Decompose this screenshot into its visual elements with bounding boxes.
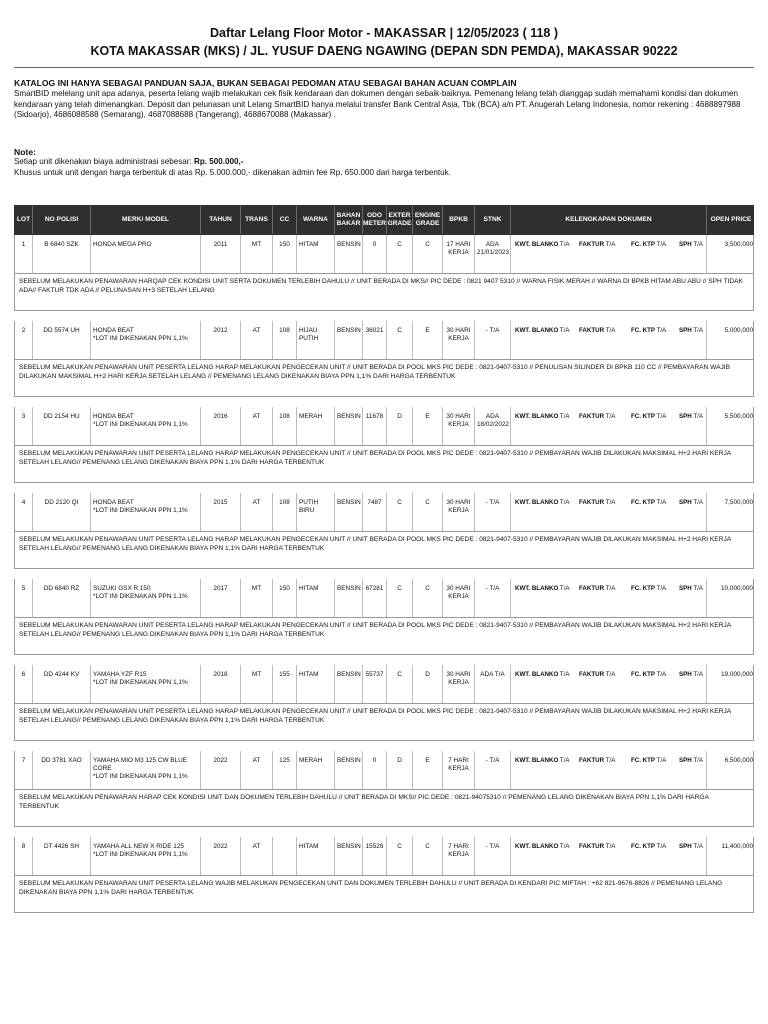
cell-no-polisi: DD 6840 RZ	[33, 579, 91, 617]
doc-ktp-label: FC. KTP	[631, 842, 656, 850]
cell-open-price: 19,000,000	[721, 670, 753, 678]
doc-faktur-status: T/A	[605, 670, 616, 678]
cell-bpkb: 7 HARI KERJA	[443, 837, 475, 875]
doc-faktur-label: FAKTUR	[579, 670, 605, 678]
cell-open-price: 3,500,000	[724, 240, 753, 248]
note-admin-fee-text: Setiap unit dikenakan biaya administrasi sebesar:	[14, 156, 194, 166]
lot-list	[14, 235, 754, 923]
cell-bahan-bakar: BENSIN	[335, 235, 363, 273]
cell-lot-number: 7	[15, 751, 33, 789]
doc-ktp-status: T/A	[656, 326, 667, 334]
cell-odometer: 36021	[363, 321, 387, 359]
cell-no-polisi: DD 4244 KV	[33, 665, 91, 703]
doc-faktur	[579, 499, 631, 531]
cell-stnk: ADA 18/02/2022	[475, 407, 511, 445]
cell-bahan-bakar: BENSIN	[335, 493, 363, 531]
doc-kwt-status: T/A	[559, 326, 570, 334]
doc-faktur	[579, 585, 631, 617]
col-header-stnk: STNK	[475, 206, 511, 234]
cell-trans: AT	[241, 407, 273, 445]
col-header-bahan-bakar: BAHAN BAKAR	[335, 206, 363, 234]
cell-exter-grade: C	[387, 493, 413, 531]
lot-spacer	[14, 655, 754, 665]
note-admin-fee-amount: Rp. 500.000,-	[193, 156, 244, 166]
cell-bpkb: 30 HARI KERJA	[443, 579, 475, 617]
doc-sph-status: T/A	[693, 326, 703, 334]
cell-no-polisi: DD 2120 QI	[33, 493, 91, 531]
cell-odometer: 67281	[363, 579, 387, 617]
cell-lot-number: 6	[15, 665, 33, 703]
lot-spacer	[14, 741, 754, 751]
cell-merk-model: YAMAHA YZF R15 *LOT INI DIKENAKAN PPN 1,1%	[91, 665, 201, 703]
doc-ktp-label: FC. KTP	[631, 584, 656, 592]
cell-cc: 150	[273, 579, 297, 617]
doc-ktp	[631, 241, 679, 273]
table-row	[14, 493, 754, 531]
cell-odometer: 0	[363, 235, 387, 273]
doc-sph-status: T/A	[693, 670, 703, 678]
cell-kelengkapan-dokumen	[511, 407, 707, 445]
cell-bpkb: 30 HARI KERJA	[443, 321, 475, 359]
cell-tahun: 2018	[201, 665, 241, 703]
doc-kwt	[515, 413, 579, 445]
page-title: Daftar Lelang Floor Motor - MAKASSAR | 12/05/2023 ( 118 )	[209, 26, 559, 40]
doc-kwt	[515, 585, 579, 617]
col-header-odometer: ODO METER	[363, 206, 387, 234]
cell-tahun: 2017	[201, 579, 241, 617]
doc-sph-label: SPH	[679, 498, 692, 506]
doc-kwt-label: KWT. BLANKO	[515, 498, 559, 506]
cell-lot-number: 5	[15, 579, 33, 617]
cell-bahan-bakar: BENSIN	[335, 321, 363, 359]
lot-spacer	[14, 913, 754, 923]
doc-faktur-status: T/A	[605, 756, 616, 764]
doc-faktur-label: FAKTUR	[579, 498, 605, 506]
cell-warna: MERAH	[297, 751, 335, 789]
doc-kwt-status: T/A	[559, 670, 570, 678]
cell-warna: HITAM	[297, 837, 335, 875]
doc-ktp-status: T/A	[656, 756, 667, 764]
doc-faktur	[579, 241, 631, 273]
doc-kwt	[515, 757, 579, 789]
doc-kwt-label: KWT. BLANKO	[515, 584, 559, 592]
note-admin-fee	[14, 157, 754, 168]
cell-open-price: 6,500,000	[724, 756, 753, 764]
cell-merk-model: SUZUKI GSX R 150 *LOT INI DIKENAKAN PPN 1,1%	[91, 579, 201, 617]
doc-faktur	[579, 843, 631, 875]
cell-cc: 150	[273, 235, 297, 273]
doc-faktur-status: T/A	[605, 842, 616, 850]
cell-bpkb: 30 HARI KERJA	[443, 407, 475, 445]
lot-spacer	[14, 311, 754, 321]
cell-stnk: - T/A	[475, 579, 511, 617]
cell-exter-grade: C	[387, 579, 413, 617]
cell-exter-grade: D	[387, 751, 413, 789]
cell-stnk: - T/A	[475, 493, 511, 531]
lot-spacer	[14, 483, 754, 493]
table-row	[14, 579, 754, 617]
table-row	[14, 837, 754, 875]
doc-ktp-status: T/A	[656, 240, 667, 248]
lot-item	[14, 407, 754, 493]
doc-sph-label: SPH	[679, 412, 692, 420]
cell-warna: HIJAU PUTIH	[297, 321, 335, 359]
cell-bpkb: 30 HARI KERJA	[443, 493, 475, 531]
cell-odometer: 11678	[363, 407, 387, 445]
cell-warna: MERAH	[297, 407, 335, 445]
col-header-merk-model: MERK/ MODEL	[91, 206, 201, 234]
cell-no-polisi: DD 3781 XAO	[33, 751, 91, 789]
cell-trans: MT	[241, 235, 273, 273]
doc-ktp-status: T/A	[656, 498, 667, 506]
cell-lot-number: 3	[15, 407, 33, 445]
cell-merk-model: HONDA MEGA PRO	[91, 235, 201, 273]
cell-warna: HITAM	[297, 235, 335, 273]
doc-kwt	[515, 241, 579, 273]
doc-sph-label: SPH	[679, 240, 692, 248]
cell-odometer: 15526	[363, 837, 387, 875]
doc-kwt-status: T/A	[559, 842, 570, 850]
doc-kwt	[515, 671, 579, 703]
col-header-tahun: TAHUN	[201, 206, 241, 234]
lot-spacer	[14, 397, 754, 407]
cell-open-price: 11,400,000	[721, 842, 753, 850]
cell-warna: PUTIH BIRU	[297, 493, 335, 531]
table-row	[14, 665, 754, 703]
doc-faktur	[579, 671, 631, 703]
cell-engine-grade: E	[413, 321, 443, 359]
doc-kwt-label: KWT. BLANKO	[515, 670, 559, 678]
doc-kwt-status: T/A	[559, 498, 570, 506]
doc-ktp	[631, 499, 679, 531]
doc-faktur-status: T/A	[605, 326, 616, 334]
note-special-fee: Khusus untuk unit dengan harga terbentuk di atas Rp. 5.000.000,- dikenakan admin fee Rp. 650.000 dari harga terbentuk.	[14, 167, 451, 177]
cell-trans: MT	[241, 665, 273, 703]
lot-item	[14, 493, 754, 579]
table-row	[14, 321, 754, 359]
lot-remark: SEBELUM MELAKUKAN PENAWARAN UNIT PESERTA LELANG WAJIB MELAKUKAN PENGECEKAN UNIT DAN DOKUMEN TERLEBIH DAHULU // UNIT BERADA DI KENDARI PIC MIFTAH : +62 821-9676-8826 // PEMENANG LELANG DIKENAKAN BIAYA PPN 1,1% DARI HARGA TERBENTUK	[14, 875, 754, 913]
cell-trans: AT	[241, 837, 273, 875]
lot-remark: SEBELUM MELAKUKAN PENAWARAN UNIT PESERTA LELANG HARAP MELAKUKAN PENGECEKAN UNIT // UNIT BERADA DI POOL MKS PIC DEDE : 0821-9407-5310 // PENULISAN SILINDER DI BPKB 110 CC // PEMBAYARAN WAJIB DILAKUKAN MAKSIMAL H+2 HARI KERJA SETELAH LELANG // PEMENANG LELANG DIKENAKAN BIAYA PPN 1,1% DARI HARGA TERBENTUK	[14, 359, 754, 397]
cell-lot-number: 4	[15, 493, 33, 531]
cell-stnk: - T/A	[475, 321, 511, 359]
cell-merk-model: HONDA BEAT *LOT INI DIKENAKAN PPN 1,1%	[91, 493, 201, 531]
cell-kelengkapan-dokumen	[511, 235, 707, 273]
cell-trans: AT	[241, 493, 273, 531]
doc-sph-label: SPH	[679, 842, 692, 850]
lot-remark: SEBELUM MELAKUKAN PENAWARAN UNIT PESERTA LELANG HARAP MELAKUKAN PENGECEKAN UNIT // UNIT BERADA DI POOL MKS PIC DEDE : 0821-9407-5310 // PEMBAYARAN WAJIB DILAKUKAN MAKSIMAL H+2 HARI KERJA SETELAH LELANG// PEMENANG LELANG DIKENAKAN BIAYA PPN 1,1% DARI HARGA TERBENTUK	[14, 617, 754, 655]
doc-sph-label: SPH	[679, 584, 692, 592]
cell-lot-number: 2	[15, 321, 33, 359]
cell-kelengkapan-dokumen	[511, 579, 707, 617]
cell-cc: 108	[273, 321, 297, 359]
cell-cc: 155	[273, 665, 297, 703]
doc-kwt-label: KWT. BLANKO	[515, 326, 559, 334]
col-header-no-polisi: NO POLISI	[33, 206, 91, 234]
doc-ktp-label: FC. KTP	[631, 670, 656, 678]
cell-no-polisi: DT 4426 SH	[33, 837, 91, 875]
doc-kwt-status: T/A	[559, 756, 570, 764]
cell-engine-grade: E	[413, 751, 443, 789]
cell-no-polisi: DD 2154 HU	[33, 407, 91, 445]
doc-faktur-label: FAKTUR	[579, 584, 605, 592]
doc-kwt	[515, 499, 579, 531]
auction-table	[14, 205, 754, 923]
cell-engine-grade: C	[413, 235, 443, 273]
lot-spacer	[14, 827, 754, 837]
table-row	[14, 751, 754, 789]
doc-faktur-label: FAKTUR	[579, 412, 605, 420]
doc-ktp-label: FC. KTP	[631, 412, 656, 420]
lot-item	[14, 837, 754, 923]
doc-sph-label: SPH	[679, 670, 692, 678]
doc-sph-status: T/A	[693, 756, 703, 764]
lot-remark: SEBELUM MELAKUKAN PENAWARAN HARQAP CEK KONDISI UNIT SERTA DOKUMEN TERLEBIH DAHULU // UNIT BERADA DI MKS// PIC DEDE : 0821 9407 5310 // WARNA FISIK MERAH // WARNA DI BPKB HITAM ABU ABU // SPH TIDAK ADA// FAKTUR TDK ADA // PELUNASAN H+3 SETELAH LELANG	[14, 273, 754, 311]
cell-engine-grade: C	[413, 837, 443, 875]
doc-faktur-label: FAKTUR	[579, 326, 605, 334]
doc-ktp-status: T/A	[656, 670, 667, 678]
doc-sph-status: T/A	[693, 240, 703, 248]
cell-lot-number: 8	[15, 837, 33, 875]
cell-trans: AT	[241, 321, 273, 359]
col-header-warna: WARNA	[297, 206, 335, 234]
cell-stnk: - T/A	[475, 837, 511, 875]
lot-item	[14, 751, 754, 837]
cell-merk-model: YAMAHA ALL NEW X RIDE 125 *LOT INI DIKENAKAN PPN 1,1%	[91, 837, 201, 875]
lot-item	[14, 321, 754, 407]
doc-faktur	[579, 327, 631, 359]
doc-ktp	[631, 585, 679, 617]
disclaimer-body: SmartBID melelang unit apa adanya, peserta lelang wajib melakukan cek fisik kendaraan dan dokumen dengan sebaik-baiknya. Pemenang lelang telah dianggap sudah memahami kondisi dan dokumen kendaraan yang telah dimenangkan. Deposit dan pelunasan unit Lelang SmartBID hanya melalui transfer Bank Central Asia, Tbk (BCA) a/n PT. Anugerah Lelang Indonesia, nomor rekening : 4688897988 (Sidoarjo), 4686088588 (Semarang), 4687088688 (Tangerang), 4688670088 (Makassar) .	[14, 89, 741, 120]
doc-ktp-status: T/A	[656, 412, 667, 420]
cell-engine-grade: C	[413, 579, 443, 617]
lot-remark: SEBELUM MELAKUKAN PENAWARAN HARAP CEK KONDISI UNIT DAN DOKUMEN TERLEBIH DAHULU // UNIT BERADA DI MKS// PIC DEDE : 0821-94075310 // PEMENANG LELANG DIKENAKAN BIAYA PPN 1,1% DARI HARGA TERBENTUK	[14, 789, 754, 827]
doc-ktp	[631, 671, 679, 703]
table-row	[14, 407, 754, 445]
cell-trans: MT	[241, 579, 273, 617]
doc-faktur-status: T/A	[605, 412, 616, 420]
cell-bpkb: 7 HARI KERJA	[443, 751, 475, 789]
catalog-page	[0, 26, 768, 1024]
doc-ktp-status: T/A	[656, 584, 667, 592]
cell-bahan-bakar: BENSIN	[335, 751, 363, 789]
doc-faktur-status: T/A	[605, 498, 616, 506]
doc-kwt-label: KWT. BLANKO	[515, 756, 559, 764]
cell-open-price: 10,000,000	[721, 584, 753, 592]
col-header-trans: TRANS	[241, 206, 273, 234]
cell-bpkb: 17 HARI KERJA	[443, 235, 475, 273]
doc-sph-status: T/A	[693, 498, 703, 506]
cell-open-price: 5,500,000	[724, 412, 753, 420]
cell-no-polisi: B 6840 SZK	[33, 235, 91, 273]
col-header-engine-grade: ENGINE GRADE	[413, 206, 443, 234]
doc-kwt	[515, 327, 579, 359]
cell-tahun: 2022	[201, 751, 241, 789]
doc-faktur-status: T/A	[605, 584, 616, 592]
cell-exter-grade: C	[387, 235, 413, 273]
cell-trans: AT	[241, 751, 273, 789]
lot-item	[14, 665, 754, 751]
lot-item	[14, 579, 754, 665]
cell-open-price: 7,500,000	[724, 498, 753, 506]
cell-lot-number: 1	[15, 235, 33, 273]
doc-ktp	[631, 843, 679, 875]
doc-ktp-label: FC. KTP	[631, 240, 656, 248]
cell-tahun: 2012	[201, 321, 241, 359]
cell-stnk: ADA 21/01/2023	[475, 235, 511, 273]
cell-tahun: 2015	[201, 493, 241, 531]
col-header-lot: LOT	[15, 206, 33, 234]
cell-stnk: ADA T/A	[475, 665, 511, 703]
cell-kelengkapan-dokumen	[511, 837, 707, 875]
col-header-bpkb: BPKB	[443, 206, 475, 234]
cell-warna: HITAM	[297, 579, 335, 617]
doc-kwt-label: KWT. BLANKO	[515, 842, 559, 850]
doc-faktur	[579, 413, 631, 445]
doc-ktp	[631, 327, 679, 359]
cell-engine-grade: D	[413, 665, 443, 703]
title-divider	[14, 67, 754, 68]
cell-merk-model: YAMAHA MIO M3 125 CW BLUE CORE *LOT INI DIKENAKAN PPN 1,1%	[91, 751, 201, 789]
doc-kwt-status: T/A	[559, 240, 570, 248]
doc-ktp-label: FC. KTP	[631, 498, 656, 506]
cell-warna: HITAM	[297, 665, 335, 703]
doc-kwt	[515, 843, 579, 875]
cell-bpkb: 30 HARI KERJA	[443, 665, 475, 703]
col-header-open-price: OPEN PRICE	[710, 215, 752, 223]
table-row	[14, 235, 754, 273]
doc-sph-status: T/A	[693, 584, 703, 592]
doc-ktp-status: T/A	[656, 842, 667, 850]
doc-ktp	[631, 413, 679, 445]
cell-bahan-bakar: BENSIN	[335, 579, 363, 617]
cell-exter-grade: C	[387, 837, 413, 875]
cell-bahan-bakar: BENSIN	[335, 407, 363, 445]
note-heading: Note:	[14, 146, 36, 157]
doc-faktur-label: FAKTUR	[579, 240, 605, 248]
disclaimer-heading: KATALOG INI HANYA SEBAGAI PANDUAN SAJA, BUKAN SEBAGAI PEDOMAN ATAU SEBAGAI BAHAN ACUAN COMPLAIN	[14, 78, 517, 89]
cell-engine-grade: E	[413, 407, 443, 445]
cell-exter-grade: C	[387, 321, 413, 359]
doc-faktur	[579, 757, 631, 789]
doc-sph-label: SPH	[679, 326, 692, 334]
page-subtitle-location: KOTA MAKASSAR (MKS) / JL. YUSUF DAENG NGAWING (DEPAN SDN PEMDA), MAKASSAR 90222	[90, 43, 678, 58]
cell-stnk: - T/A	[475, 751, 511, 789]
cell-cc: 125	[273, 751, 297, 789]
cell-engine-grade: C	[413, 493, 443, 531]
doc-kwt-status: T/A	[559, 584, 570, 592]
cell-bahan-bakar: BENSIN	[335, 837, 363, 875]
cell-exter-grade: C	[387, 665, 413, 703]
cell-odometer: 55737	[363, 665, 387, 703]
lot-remark: SEBELUM MELAKUKAN PENAWARAN UNIT PESERTA LELANG HARAP MELAKUKAN PENGECEKAN UNIT // UNIT BERADA DI POOL MKS PIC DEDE : 0821-9407-5310 // PEMBAYARAN WAJIB DILAKUKAN MAKSIMAL H+2 HARI KERJA SETELAH LELANG// PEMENANG LELANG DIKENAKAN BIAYA PPN 1,1% DARI HARGA TERBENTUK	[14, 531, 754, 569]
cell-tahun: 2016	[201, 407, 241, 445]
doc-ktp-label: FC. KTP	[631, 756, 656, 764]
cell-odometer: 0	[363, 751, 387, 789]
col-header-exter-grade: EXTER GRADE	[387, 206, 413, 234]
table-header	[14, 205, 754, 235]
cell-bahan-bakar: BENSIN	[335, 665, 363, 703]
cell-merk-model: HONDA BEAT *LOT INI DIKENAKAN PPN 1,1%	[91, 321, 201, 359]
doc-faktur-status: T/A	[605, 240, 616, 248]
doc-sph-status: T/A	[693, 842, 703, 850]
doc-ktp	[631, 757, 679, 789]
cell-tahun: 2011	[201, 235, 241, 273]
cell-kelengkapan-dokumen	[511, 321, 707, 359]
doc-ktp-label: FC. KTP	[631, 326, 656, 334]
doc-faktur-label: FAKTUR	[579, 842, 605, 850]
cell-no-polisi: DD 5574 UH	[33, 321, 91, 359]
cell-exter-grade: D	[387, 407, 413, 445]
lot-remark: SEBELUM MELAKUKAN PENAWARAN UNIT PESERTA LELANG HARAP MELAKUKAN PENGECEKAN UNIT // UNIT BERADA DI POOL MKS PIC DEDE : 0821-9407-5310 // PEMBAYARAN WAJIB DILAKUKAN MAKSIMAL H+2 HARI KERJA SETELAH LELANG// PEMENANG LELANG DIKENAKAN BIAYA PPN 1,1% DARI HARGA TERBENTUK	[14, 445, 754, 483]
lot-spacer	[14, 569, 754, 579]
lot-remark: SEBELUM MELAKUKAN PENAWARAN UNIT PESERTA LELANG HARAP MELAKUKAN PENGECEKAN UNIT // UNIT BERADA DI POOL MKS PIC DEDE : 0821-9407-5310 // PEMBAYARAN WAJIB DILAKUKAN MAKSIMAL H+2 HARI KERJA SETELAH LELANG// PEMENANG LELANG DIKENAKAN BIAYA PPN 1,1% DARI HARGA TERBENTUK	[14, 703, 754, 741]
doc-faktur-label: FAKTUR	[579, 756, 605, 764]
cell-open-price: 5,000,000	[724, 326, 753, 334]
doc-sph-status: T/A	[693, 412, 703, 420]
cell-kelengkapan-dokumen	[511, 751, 707, 789]
cell-cc: 108	[273, 407, 297, 445]
doc-kwt-label: KWT. BLANKO	[515, 240, 559, 248]
doc-kwt-status: T/A	[559, 412, 570, 420]
cell-kelengkapan-dokumen	[511, 493, 707, 531]
cell-merk-model: HONDA BEAT *LOT INI DIKENAKAN PPN 1,1%	[91, 407, 201, 445]
cell-tahun: 2022	[201, 837, 241, 875]
col-header-kelengkapan: KELENGKAPAN DOKUMEN	[511, 206, 707, 234]
lot-item	[14, 235, 754, 321]
doc-kwt-label: KWT. BLANKO	[515, 412, 559, 420]
doc-sph-label: SPH	[679, 756, 692, 764]
cell-cc	[273, 837, 297, 875]
col-header-cc: CC	[273, 206, 297, 234]
cell-kelengkapan-dokumen	[511, 665, 707, 703]
cell-odometer: 7487	[363, 493, 387, 531]
cell-cc: 108	[273, 493, 297, 531]
